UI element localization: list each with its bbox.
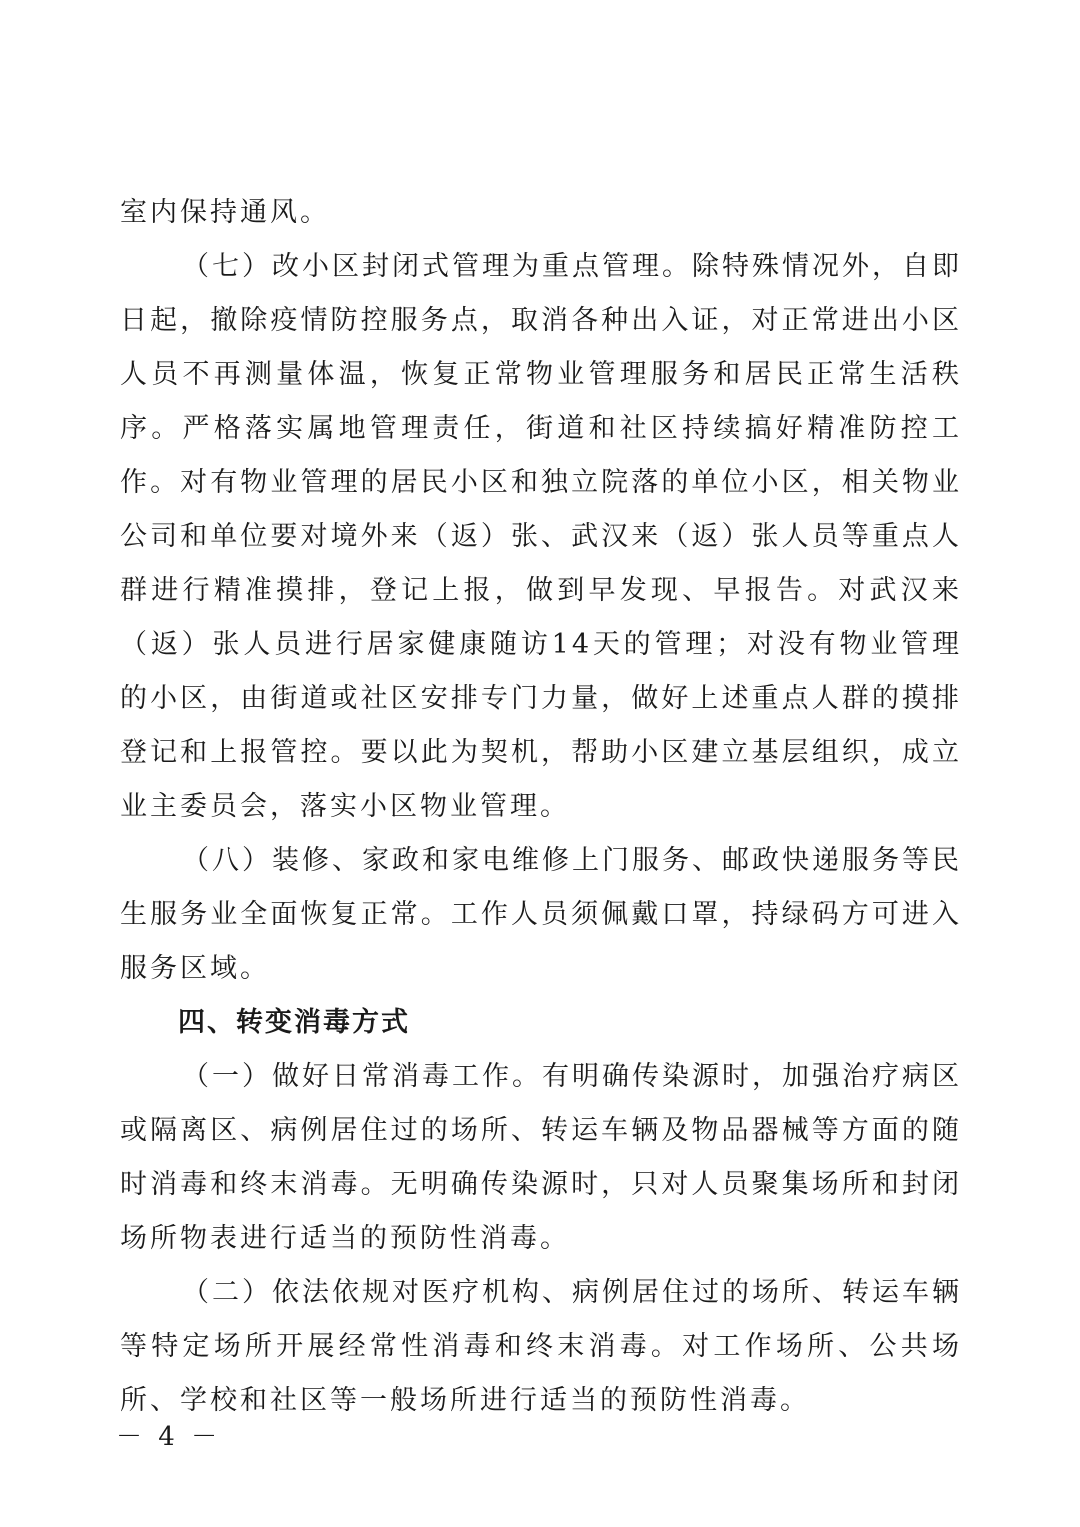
paragraph-item-7: （七）改小区封闭式管理为重点管理。除特殊情况外，自即日起，撤除疫情防控服务点，取消各种出入证，对正常进出小区人员不再测量体温，恢复正常物业管理服务和居民正常生活秩序。严格落实属地管理责任，街道和社区持续搞好精准防控工作。对有物业管理的居民小区和独立院落的单位小区，相关物业公司和单位要对境外来（返）张、武汉来（返）张人员等重点人群进行精准摸排，登记上报，做到早发现、早报告。对武汉来（返）张人员进行居家健康随访14天的管理；对没有物业管理的小区，由街道或社区安排专门力量，做好上述重点人群的摸排登记和上报管控。要以此为契机，帮助小区建立基层组织，成立业主委员会，落实小区物业管理。 xyxy=(120,251,962,822)
paragraph-continuation: 室内保持通风。 xyxy=(120,197,330,228)
page-number: － 4 － xyxy=(116,1422,222,1452)
paragraph-item-8: （八）装修、家政和家电维修上门服务、邮政快递服务等民生服务业全面恢复正常。工作人员须佩戴口罩，持绿码方可进入服务区域。 xyxy=(120,845,962,984)
paragraph-item-1: （一）做好日常消毒工作。有明确传染源时，加强治疗病区或隔离区、病例居住过的场所、转运车辆及物品器械等方面的随时消毒和终末消毒。无明确传染源时，只对人员聚集场所和封闭场所物表进行适当的预防性消毒。 xyxy=(120,1061,962,1254)
document-body xyxy=(120,186,962,1428)
paragraph-item-2: （二）依法依规对医疗机构、病例居住过的场所、转运车辆等特定场所开展经常性消毒和终末消毒。对工作场所、公共场所、学校和社区等一般场所进行适当的预防性消毒。 xyxy=(120,1277,962,1416)
section-heading: 四、转变消毒方式 xyxy=(178,1007,410,1038)
